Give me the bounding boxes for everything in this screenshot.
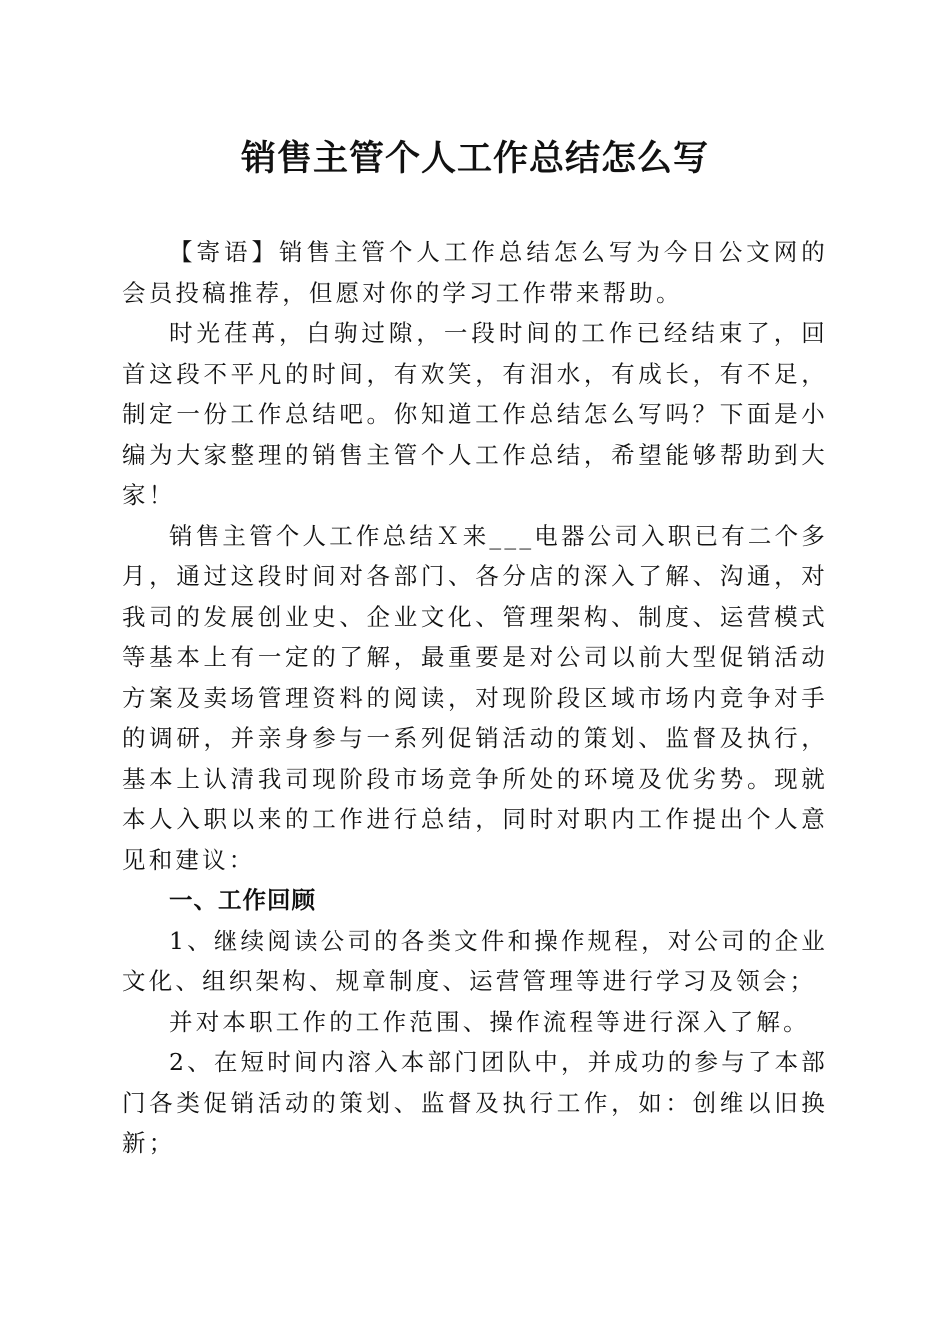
intro-paragraph: 【寄语】销售主管个人工作总结怎么写为今日公文网的会员投稿推荐，但愿对你的学习工作带来帮助。 bbox=[122, 238, 828, 307]
document-body bbox=[122, 232, 828, 1164]
body-paragraph: 2、在短时间内溶入本部门团队中，并成功的参与了本部门各类促销活动的策划、监督及执行工作，如：创维以旧换新； bbox=[122, 1048, 828, 1157]
body-paragraph: 并对本职工作的工作范围、操作流程等进行深入了解。 bbox=[169, 1007, 810, 1036]
section-heading: 一、工作回顾 bbox=[169, 886, 316, 914]
document-title: 销售主管个人工作总结怎么写 bbox=[240, 138, 709, 179]
body-paragraph: 1、继续阅读公司的各类文件和操作规程，对公司的企业文化、组织架构、规章制度、运营管理等进行学习及领会； bbox=[122, 926, 828, 995]
body-paragraph: 销售主管个人工作总结Ｘ来___电器公司入职已有二个多月，通过这段时间对各部门、各分店的深入了解、沟通，对我司的发展创业史、企业文化、管理架构、制度、运营模式等基本上有一定的了解，最重要是对公司以前大型促销活动方案及卖场管理资料的阅读，对现阶段区域市场内竞争对手的调研，并亲身参与一系列促销活动的策划、监督及执行，基本上认清我司现阶段市场竞争所处的环境及优劣势。现就本人入职以来的工作进行总结，同时对职内工作提出个人意见和建议： bbox=[122, 521, 828, 874]
body-paragraph: 时光荏苒，白驹过隙，一段时间的工作已经结束了，回首这段不平凡的时间，有欢笑，有泪水，有成长，有不足，制定一份工作总结吧。你知道工作总结怎么写吗？下面是小编为大家整理的销售主管个人工作总结，希望能够帮助到大家！ bbox=[122, 319, 828, 509]
